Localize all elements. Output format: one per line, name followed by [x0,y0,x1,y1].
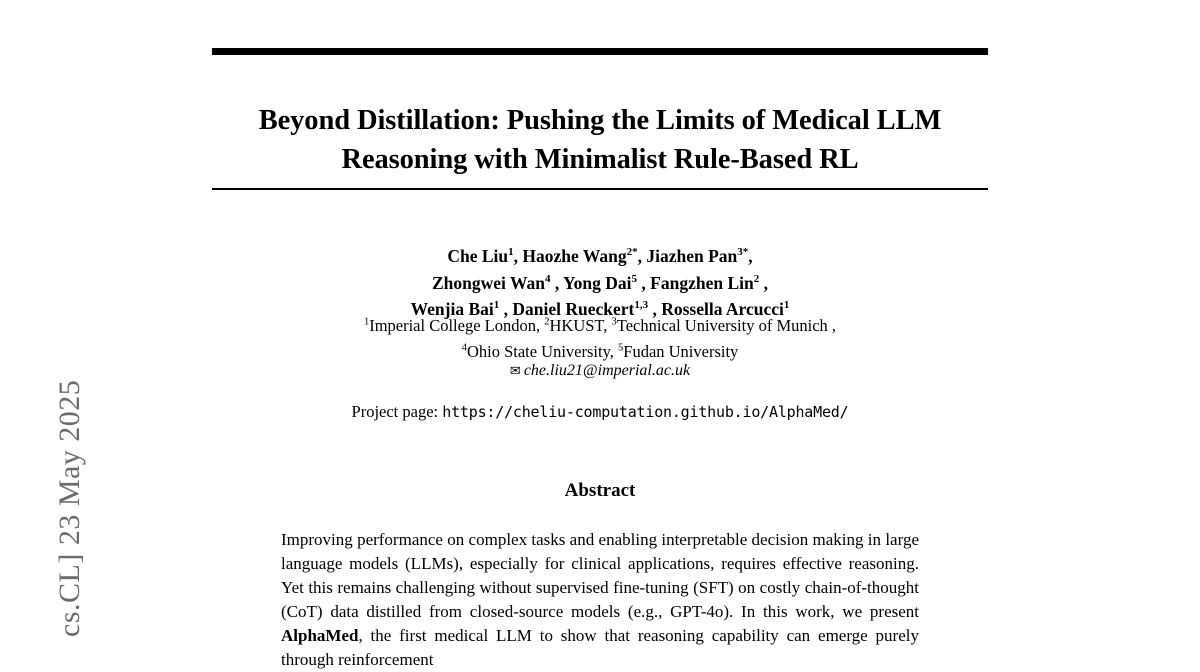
author-line: Wenjia Bai$^1$ , Daniel Rueckert$^{1,3}$ , Rossella Arcucci$^1$ [410,299,790,320]
affiliation-line: $^4$Ohio State University, $^5$Fudan University [461,341,739,361]
project-page-link[interactable]: https://cheliu-computation.github.io/AlphaMed/ [442,403,849,421]
abstract-heading: Abstract [564,480,636,501]
author-line: Zhongwei Wan$^4$ , Yong Dai$^5$ , Fangzhen Lin$^2$ , [432,272,768,293]
arxiv-sidebar-stamp [0,0,90,648]
title-rule-bottom [212,188,988,190]
envelope-icon: ✉ [509,363,521,378]
arxiv-stamp-text: cs.CL] 23 May 2025 [53,379,86,637]
project-page-line [212,402,988,422]
paper-page [212,0,988,669]
authors-list [212,243,988,323]
title-rule-top [212,48,988,55]
contact-email[interactable] [212,362,988,380]
email-address[interactable]: che.liu21@imperial.ac.uk [523,362,691,379]
abstract-text: Improving performance on complex tasks and enabling interpretable decision making in large language models (LLMs), especially for clinical applications, requires effective reasoning. Yet this remains challenging without supervised fine-tuning (SFT) on costly chain-of-thought (CoT) data distilled from closed-source models (e.g., GPT-4o). In this work, we present AlphaMed, the first medical LLM to show that reasoning capability can emerge purely through reinforcement [281,530,919,669]
page-title: Beyond Distillation: Pushing the Limits of Medical LLM Reasoning with Minimalist Rule-Based RL [258,105,942,176]
affiliations-list [212,313,988,364]
author-line: Che Liu$^1$, Haozhe Wang$^{2*}$, Jiazhen Pan$^{3*}$, [447,246,753,266]
affiliation-line: $^1$Imperial College London, $^2$HKUST, $^3$Technical University of Munich , [363,316,837,335]
project-page-label: Project page: [351,402,439,421]
